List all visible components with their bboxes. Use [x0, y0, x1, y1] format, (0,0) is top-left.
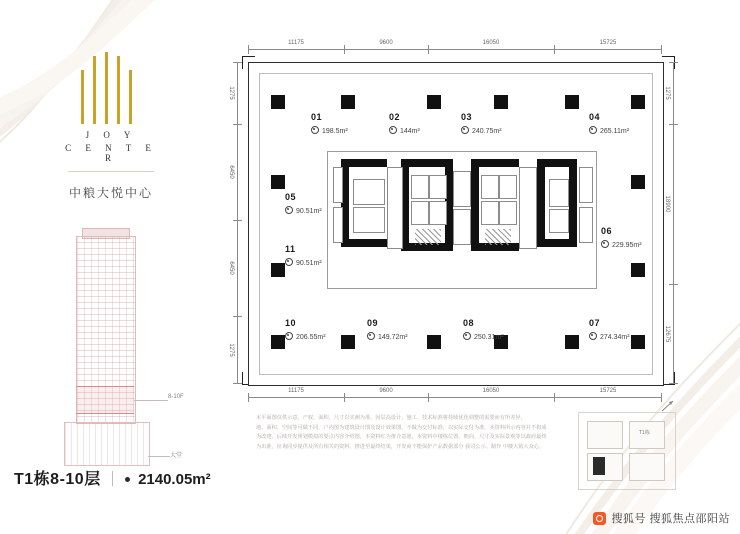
- unit-02-area: 144m²: [389, 125, 420, 138]
- plan-outline: [248, 62, 664, 386]
- leader-line-lobby: [148, 456, 170, 457]
- north-arrow-icon: [659, 399, 677, 413]
- logo-divider: [68, 171, 154, 172]
- unit-07-number: 07: [589, 318, 601, 328]
- core-wall: [341, 159, 387, 167]
- shaft-hatch: [415, 229, 441, 245]
- core-wall: [471, 159, 519, 167]
- unit-09-area: 149.72m²: [367, 331, 408, 344]
- watermark-text: 搜狐号 搜狐焦点邵阳站: [611, 513, 730, 525]
- service-room: [549, 179, 569, 207]
- label-floors: 8-10F: [168, 394, 184, 400]
- core-wall: [569, 159, 577, 247]
- plan-title-main: T1栋8-10层: [14, 471, 101, 488]
- core-wall: [537, 159, 545, 247]
- dim-bottom-3: 16050: [482, 388, 500, 394]
- dim-top-4: 15725: [599, 40, 617, 46]
- unit-10-area: 206.55m²: [285, 331, 326, 344]
- plan-title-area: 2140.05m²: [138, 471, 211, 488]
- unit-11-area: 90.51m²: [285, 257, 322, 270]
- sohu-logo-icon: [593, 512, 606, 525]
- building-illustration: [60, 236, 184, 464]
- lift-shaft: [411, 175, 429, 199]
- left-brand-panel: [0, 0, 220, 534]
- shaft-hatch: [485, 229, 511, 245]
- lift-shaft: [499, 201, 517, 225]
- dim-left-1: 1275: [228, 86, 234, 100]
- area-bullet-icon: [125, 477, 130, 482]
- dim-left-4: 1275: [228, 343, 234, 357]
- unit-08-area: 250.31m²: [463, 331, 504, 344]
- brand-logo: [56, 52, 166, 201]
- unit-02-number: 02: [389, 112, 401, 122]
- lift-shaft: [429, 201, 447, 225]
- unit-05-area: 90.51m²: [285, 205, 322, 218]
- dimension-row-bottom: [248, 388, 662, 404]
- unit-05: [285, 191, 322, 217]
- column: [271, 263, 285, 277]
- unit-06-number: 06: [601, 226, 613, 236]
- unit-03-area: 240.75m²: [461, 125, 502, 138]
- column: [271, 95, 285, 109]
- core-wall: [341, 239, 387, 247]
- unit-04-number: 04: [589, 112, 601, 122]
- disclaimer-line-3: 为改建、后续开发规划模拟的要点内容介绍图，本资料红为推介意愿，本资料中楼栋位置、朝向、尺寸及实际景观等以政府最终: [256, 434, 547, 441]
- plan-title-block: [14, 466, 211, 489]
- dim-bottom-2: 9600: [379, 388, 393, 394]
- lift-shaft: [481, 175, 499, 199]
- logo-text-joy: J O Y: [85, 130, 137, 140]
- unit-04: [589, 111, 629, 137]
- dim-left-3: 6450: [228, 261, 234, 275]
- unit-04-area: 265.11m²: [589, 125, 629, 138]
- dim-top-2: 9600: [379, 40, 393, 46]
- lift-shaft: [429, 175, 447, 199]
- unit-01-number: 01: [311, 112, 323, 122]
- column: [271, 175, 285, 189]
- lift-shaft: [499, 175, 517, 199]
- watermark: [593, 510, 730, 526]
- dim-right-3: 12675: [664, 325, 670, 343]
- unit-11-number: 11: [285, 244, 296, 254]
- column: [565, 335, 579, 349]
- key-plan-highlight: [593, 457, 605, 475]
- unit-09-number: 09: [367, 318, 379, 328]
- unit-01: [311, 111, 348, 137]
- unit-08: [463, 317, 504, 343]
- unit-08-number: 08: [463, 318, 475, 328]
- dimension-col-left: [228, 62, 246, 384]
- corridor: [519, 167, 537, 249]
- corridor: [387, 167, 403, 249]
- dim-top-3: 16050: [482, 40, 500, 46]
- title-separator: [112, 471, 113, 486]
- service-room: [549, 209, 569, 233]
- column: [631, 335, 645, 349]
- restroom: [453, 209, 471, 245]
- column: [341, 335, 355, 349]
- logo-text-cn: 中粮大悦中心: [68, 186, 153, 200]
- column: [494, 95, 508, 109]
- unit-09: [367, 317, 408, 343]
- logo-text-center: C E N T E R: [65, 143, 157, 163]
- column: [631, 175, 645, 189]
- stair: [333, 207, 343, 243]
- unit-10-number: 10: [285, 318, 297, 328]
- dim-bottom-1: 11175: [288, 388, 304, 394]
- disclaimer-line-4: 为出准，征询同步提供及所有相关的资料、推进至最终结果，开发商不能保护产品数据部分 我司公示、制作 中楼大销大众心。: [256, 443, 545, 450]
- key-plan-block-a: [587, 421, 623, 449]
- dim-right-1: 1275: [664, 86, 670, 100]
- key-plan: [578, 412, 676, 490]
- unit-03-number: 03: [461, 112, 473, 122]
- column: [341, 95, 355, 109]
- column: [631, 95, 645, 109]
- column: [427, 335, 441, 349]
- leader-line-floors: [134, 400, 168, 401]
- highlighted-floors-band: [76, 386, 134, 414]
- restroom: [453, 171, 471, 207]
- dimension-row-top: [248, 40, 662, 56]
- unit-01-area: 198.5m²: [311, 125, 348, 138]
- column: [565, 95, 579, 109]
- stair: [333, 167, 343, 203]
- key-plan-tower-label: T1栋: [639, 430, 650, 436]
- stair: [579, 207, 593, 243]
- column: [271, 335, 285, 349]
- podium-body: [64, 422, 150, 466]
- column: [631, 263, 645, 277]
- unit-05-number: 05: [285, 192, 297, 202]
- unit-03: [461, 111, 502, 137]
- dim-bottom-4: 15725: [599, 388, 617, 394]
- dim-right-2: 18900: [664, 195, 670, 213]
- unit-10: [285, 317, 326, 343]
- dimension-col-right: [664, 62, 682, 384]
- column: [427, 95, 441, 109]
- lift-shaft: [481, 201, 499, 225]
- disclaimer-line-2: 地、面积、空间等可做不同，户内图为建筑设计图及设计效果图，不做为交付标准，以实际交付为准。本资料所示内容并不构成: [256, 424, 547, 431]
- label-lobby: 大堂: [170, 453, 183, 459]
- unit-07-area: 274.34m²: [589, 331, 630, 344]
- lift-shaft: [353, 207, 385, 233]
- lift-shaft: [411, 201, 429, 225]
- core-wall: [471, 159, 479, 251]
- unit-07: [589, 317, 630, 343]
- dim-left-2: 6450: [228, 165, 234, 179]
- key-plan-block-d: [629, 453, 665, 481]
- unit-06-area: 229.95m²: [601, 239, 642, 252]
- unit-11: [285, 243, 322, 269]
- logo-bars-icon: [65, 52, 157, 124]
- disclaimer-text: [256, 414, 556, 453]
- disclaimer-line-1: 本平面图仅供示意，产权、面积、尺寸以实测为准，因层高设计、施工、技术标准将持续优化调整的需要而有所差异，: [256, 415, 526, 421]
- unit-02: [389, 111, 420, 137]
- unit-06: [601, 225, 642, 251]
- stair: [579, 167, 593, 203]
- dim-top-1: 11175: [288, 40, 304, 46]
- lift-shaft: [353, 179, 385, 205]
- floor-plan-drawing: [228, 34, 684, 400]
